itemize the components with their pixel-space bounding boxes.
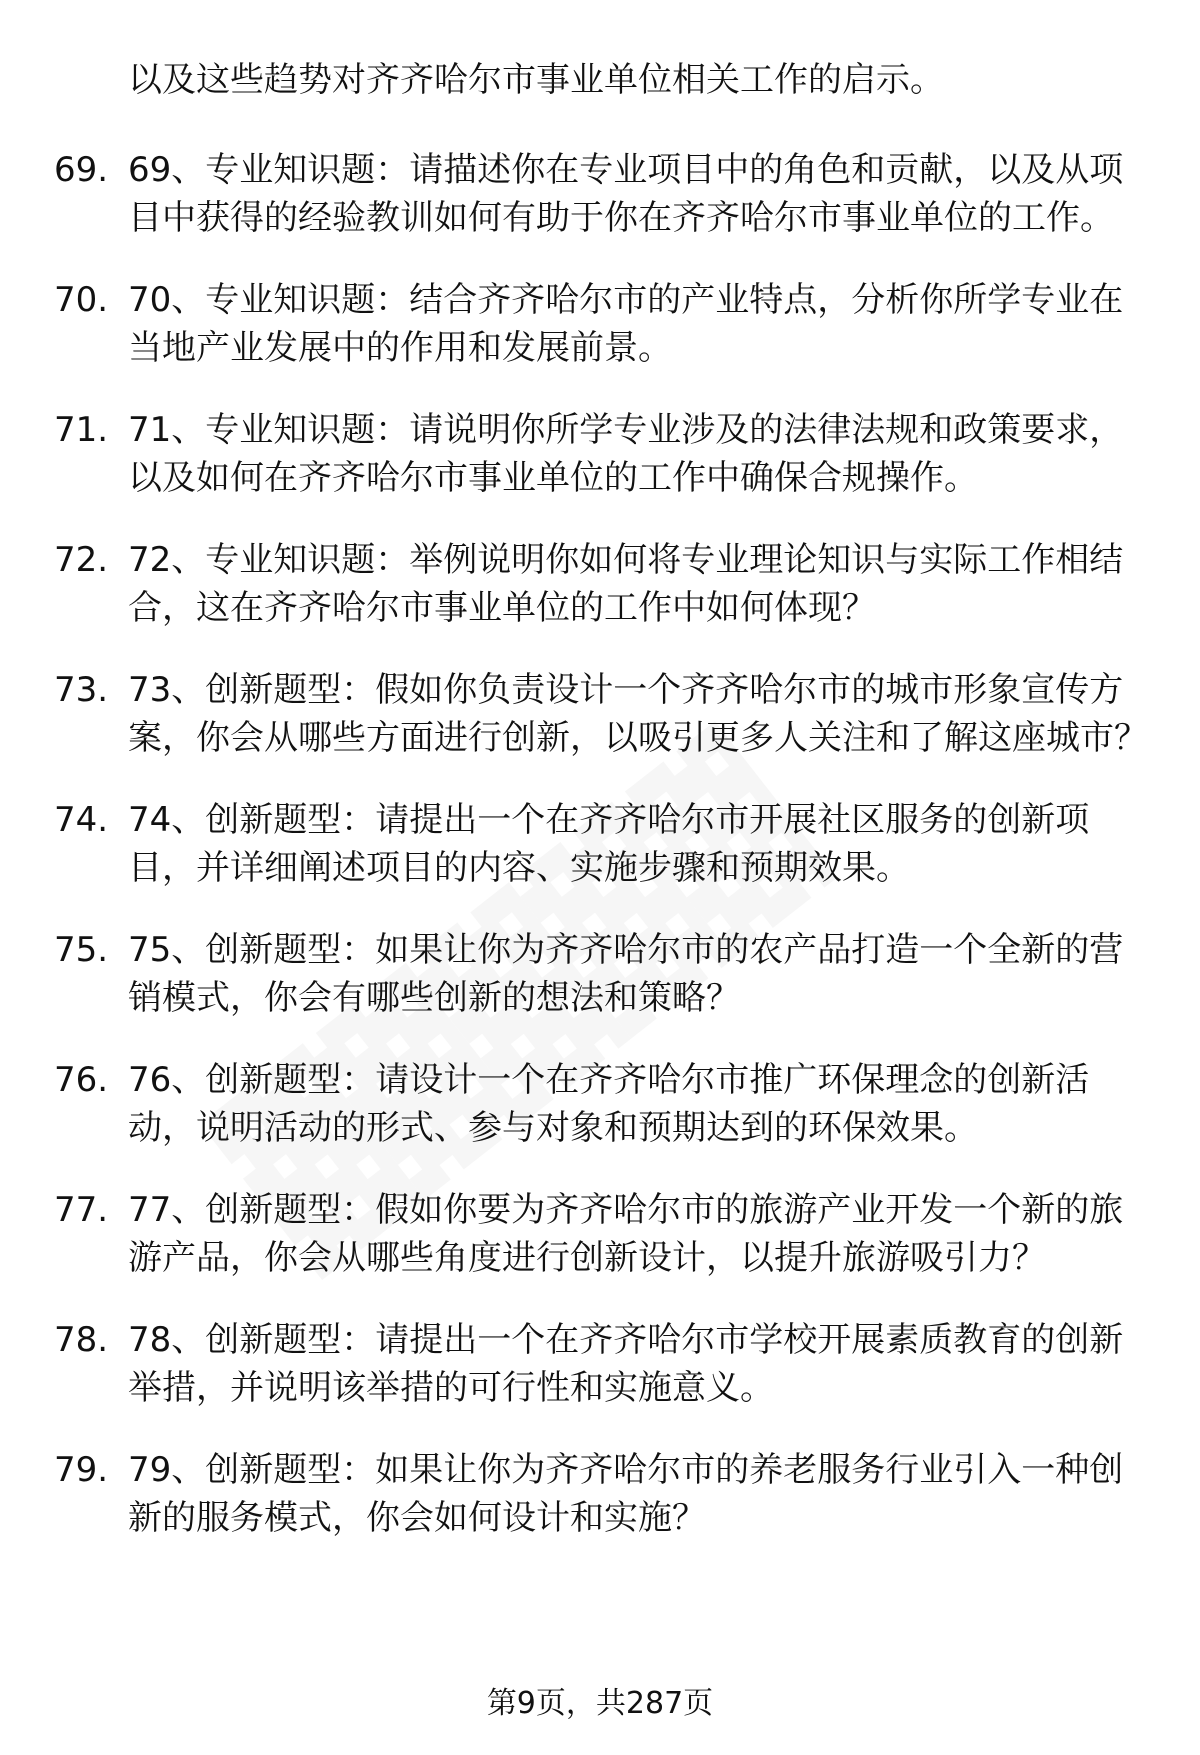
list-item-number: 75. (54, 930, 109, 970)
list-item-text: 71、专业知识题：请说明你所学专业涉及的法律法规和政策要求，以及如何在齐齐哈尔市事业单位的工作中确保合规操作。 (128, 410, 1124, 498)
list-item-number: 69. (54, 150, 109, 190)
list-item (0, 536, 1200, 632)
list-item-number: 79. (54, 1450, 109, 1490)
list-item (0, 276, 1200, 372)
list-item-number: 77. (54, 1190, 109, 1230)
list-item-text: 69、专业知识题：请描述你在专业项目中的角色和贡献，以及从项目中获得的经验教训如何有助于你在齐齐哈尔市事业单位的工作。 (128, 150, 1124, 238)
list-item (0, 796, 1200, 892)
list-item-number: 70. (54, 280, 109, 320)
list-item-text: 76、创新题型：请设计一个在齐齐哈尔市推广环保理念的创新活动，说明活动的形式、参与对象和预期达到的环保效果。 (128, 1060, 1090, 1148)
question-list (0, 146, 1200, 1576)
list-item (0, 666, 1200, 762)
list-item-text: 72、专业知识题：举例说明你如何将专业理论知识与实际工作相结合，这在齐齐哈尔市事业单位的工作中如何体现？ (128, 540, 1124, 628)
list-item-number: 74. (54, 800, 109, 840)
list-item-number: 71. (54, 410, 109, 450)
list-item (0, 926, 1200, 1022)
list-item-text: 77、创新题型：假如你要为齐齐哈尔市的旅游产业开发一个新的旅游产品，你会从哪些角度进行创新设计，以提升旅游吸引力？ (128, 1190, 1124, 1278)
list-item (0, 406, 1200, 502)
list-item-text: 73、创新题型：假如你负责设计一个齐齐哈尔市的城市形象宣传方案，你会从哪些方面进行创新，以吸引更多人关注和了解这座城市？ (128, 670, 1148, 758)
list-item-number: 76. (54, 1060, 109, 1100)
list-item-text: 79、创新题型：如果让你为齐齐哈尔市的养老服务行业引入一种创新的服务模式，你会如何设计和实施？ (128, 1450, 1124, 1538)
list-item (0, 1446, 1200, 1542)
list-item-text: 75、创新题型：如果让你为齐齐哈尔市的农产品打造一个全新的营销模式，你会有哪些创新的想法和策略？ (128, 930, 1124, 1018)
list-item (0, 1056, 1200, 1152)
list-item (0, 146, 1200, 242)
list-item-number: 73. (54, 670, 109, 710)
list-item-text: 78、创新题型：请提出一个在齐齐哈尔市学校开展素质教育的创新举措，并说明该举措的可行性和实施意义。 (128, 1320, 1124, 1408)
list-item-text: 70、专业知识题：结合齐齐哈尔市的产业特点，分析你所学专业在当地产业发展中的作用和发展前景。 (128, 280, 1124, 368)
list-item-number: 72. (54, 540, 109, 580)
list-item-text: 74、创新题型：请提出一个在齐齐哈尔市开展社区服务的创新项目，并详细阐述项目的内容、实施步骤和预期效果。 (128, 800, 1090, 888)
list-item (0, 1186, 1200, 1282)
page-number: 第9页，共287页 (486, 1686, 714, 1721)
list-item (0, 1316, 1200, 1412)
continued-text: 以及这些趋势对齐齐哈尔市事业单位相关工作的启示。 (128, 60, 944, 100)
list-item-number: 78. (54, 1320, 109, 1360)
